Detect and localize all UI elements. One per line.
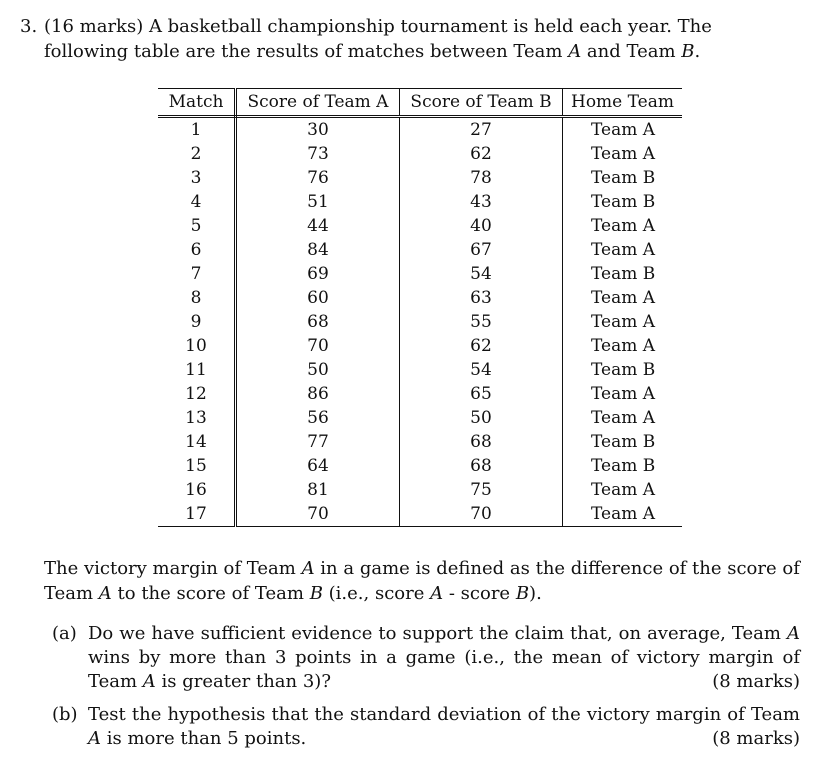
table-row — [158, 286, 682, 310]
cell-score-b: 54 — [400, 358, 563, 382]
intro-text: (16 marks) A basketball championship tournament is held each year. The following table are the results of matches between Team — [44, 16, 712, 62]
team-a-symbol: A — [98, 583, 112, 604]
cell-score-a: 56 — [236, 406, 400, 430]
cell-home-team: Team A — [591, 240, 656, 260]
cell-home-team: Team A — [591, 216, 656, 236]
table-row — [158, 358, 682, 382]
cell-home-team: Team A — [591, 384, 656, 404]
cell-score-a: 69 — [236, 262, 400, 286]
part-b-label: (b) — [52, 704, 78, 725]
victory-margin-definition — [44, 556, 800, 606]
cell-score-b: 40 — [400, 214, 563, 238]
cell-match: 8 — [158, 286, 236, 310]
cell-match: 4 — [158, 190, 236, 214]
table-row — [158, 190, 682, 214]
cell-score-b: 55 — [400, 310, 563, 334]
header-score-a: Score of Team A — [236, 89, 400, 117]
table-row — [158, 454, 682, 478]
cell-score-b: 65 — [400, 382, 563, 406]
cell-score-a: 68 — [236, 310, 400, 334]
table-row — [158, 166, 682, 190]
question-number: 3. — [20, 16, 38, 37]
part-b — [52, 703, 800, 751]
table-row — [158, 502, 682, 527]
cell-match: 16 — [158, 478, 236, 502]
cell-score-b: 62 — [400, 142, 563, 166]
cell-match: 15 — [158, 454, 236, 478]
team-b-symbol: B — [515, 583, 530, 604]
part-b-text — [88, 703, 800, 751]
team-b-symbol: B — [309, 583, 323, 604]
cell-score-a: 30 — [236, 117, 400, 143]
part-a-text — [88, 622, 800, 694]
team-a-symbol: A — [88, 728, 101, 749]
cell-match: 1 — [158, 117, 236, 143]
cell-match: 9 — [158, 310, 236, 334]
part-a — [52, 622, 800, 694]
cell-score-a: 70 — [236, 502, 400, 527]
cell-match: 7 — [158, 262, 236, 286]
table-row — [158, 430, 682, 454]
table-row — [158, 117, 682, 143]
cell-score-b: 27 — [400, 117, 563, 143]
cell-score-a: 64 — [236, 454, 400, 478]
cell-score-b: 68 — [400, 454, 563, 478]
team-a-symbol: A — [142, 671, 156, 692]
header-match: Match — [158, 89, 236, 117]
cell-score-a: 50 — [236, 358, 400, 382]
table-row — [158, 382, 682, 406]
cell-match: 17 — [158, 502, 236, 527]
question-intro — [44, 14, 800, 64]
cell-home-team: Team B — [591, 168, 656, 188]
cell-home-team: Team A — [591, 288, 656, 308]
table-row — [158, 238, 682, 262]
cell-match: 6 — [158, 238, 236, 262]
cell-home-team: Team A — [591, 120, 656, 140]
cell-home-team: Team B — [591, 432, 656, 452]
cell-home-team: Team A — [591, 480, 656, 500]
cell-match: 14 — [158, 430, 236, 454]
part-a-marks: (8 marks) — [712, 671, 800, 692]
cell-home-team: Team B — [591, 192, 656, 212]
cell-score-a: 51 — [236, 190, 400, 214]
cell-match: 10 — [158, 334, 236, 358]
cell-score-a: 76 — [236, 166, 400, 190]
table-body — [158, 117, 682, 527]
part-a-text-segment: Do we have sufficient evidence to support the claim that, on average, Team — [88, 623, 781, 644]
definition-text: in a game is defined as the difference of the score of Team — [44, 558, 800, 604]
table-header-row — [158, 89, 682, 117]
cell-match: 13 — [158, 406, 236, 430]
cell-match: 2 — [158, 142, 236, 166]
cell-score-b: 70 — [400, 502, 563, 527]
results-table — [158, 88, 682, 527]
team-a-symbol: A — [568, 41, 582, 62]
cell-score-b: 68 — [400, 430, 563, 454]
part-b-text-segment: is more than 5 points. — [106, 728, 307, 749]
and-text: and Team — [586, 41, 676, 62]
cell-score-a: 70 — [236, 334, 400, 358]
cell-home-team: Team B — [591, 360, 656, 380]
table-row — [158, 334, 682, 358]
cell-score-b: 63 — [400, 286, 563, 310]
cell-match: 3 — [158, 166, 236, 190]
part-b-marks: (8 marks) — [712, 728, 800, 749]
cell-match: 5 — [158, 214, 236, 238]
cell-score-b: 43 — [400, 190, 563, 214]
definition-text: (i.e., score — [328, 583, 425, 604]
cell-score-a: 86 — [236, 382, 400, 406]
definition-text: to the score of Team — [117, 583, 304, 604]
cell-score-a: 44 — [236, 214, 400, 238]
cell-home-team: Team B — [591, 264, 656, 284]
cell-score-a: 73 — [236, 142, 400, 166]
table-row — [158, 406, 682, 430]
cell-score-b: 62 — [400, 334, 563, 358]
part-a-text-segment: wins by more than 3 points in a game (i.e., the mean of victory margin of Team — [88, 647, 800, 692]
table-row — [158, 142, 682, 166]
part-b-text-segment: Test the hypothesis that the standard deviation of the victory margin of Team — [88, 704, 800, 725]
cell-score-b: 67 — [400, 238, 563, 262]
table-row — [158, 310, 682, 334]
table-row — [158, 478, 682, 502]
definition-text: - score — [448, 583, 511, 604]
cell-home-team: Team A — [591, 144, 656, 164]
cell-home-team: Team A — [591, 312, 656, 332]
cell-score-b: 78 — [400, 166, 563, 190]
cell-score-a: 81 — [236, 478, 400, 502]
definition-text: The victory margin of Team — [44, 558, 296, 579]
team-b-symbol: B — [681, 41, 695, 62]
cell-home-team: Team A — [591, 336, 656, 356]
part-a-text-segment: is greater than 3)? — [161, 671, 331, 692]
cell-score-b: 75 — [400, 478, 563, 502]
team-a-symbol: A — [430, 583, 444, 604]
cell-match: 12 — [158, 382, 236, 406]
part-a-label: (a) — [52, 623, 77, 644]
cell-home-team: Team A — [563, 502, 683, 527]
cell-match: 11 — [158, 358, 236, 382]
header-home-team: Home Team — [563, 89, 683, 117]
intro-period: . — [694, 41, 701, 62]
table-row — [158, 214, 682, 238]
cell-score-b: 54 — [400, 262, 563, 286]
cell-home-team: Team A — [591, 408, 656, 428]
team-a-symbol: A — [301, 558, 315, 579]
cell-score-a: 77 — [236, 430, 400, 454]
header-score-b: Score of Team B — [400, 89, 563, 117]
cell-score-a: 84 — [236, 238, 400, 262]
definition-text: ). — [529, 583, 542, 604]
table-row — [158, 262, 682, 286]
question-header — [20, 14, 800, 64]
cell-score-b: 50 — [400, 406, 563, 430]
cell-score-a: 60 — [236, 286, 400, 310]
cell-home-team: Team B — [591, 456, 656, 476]
team-a-symbol: A — [787, 623, 800, 644]
